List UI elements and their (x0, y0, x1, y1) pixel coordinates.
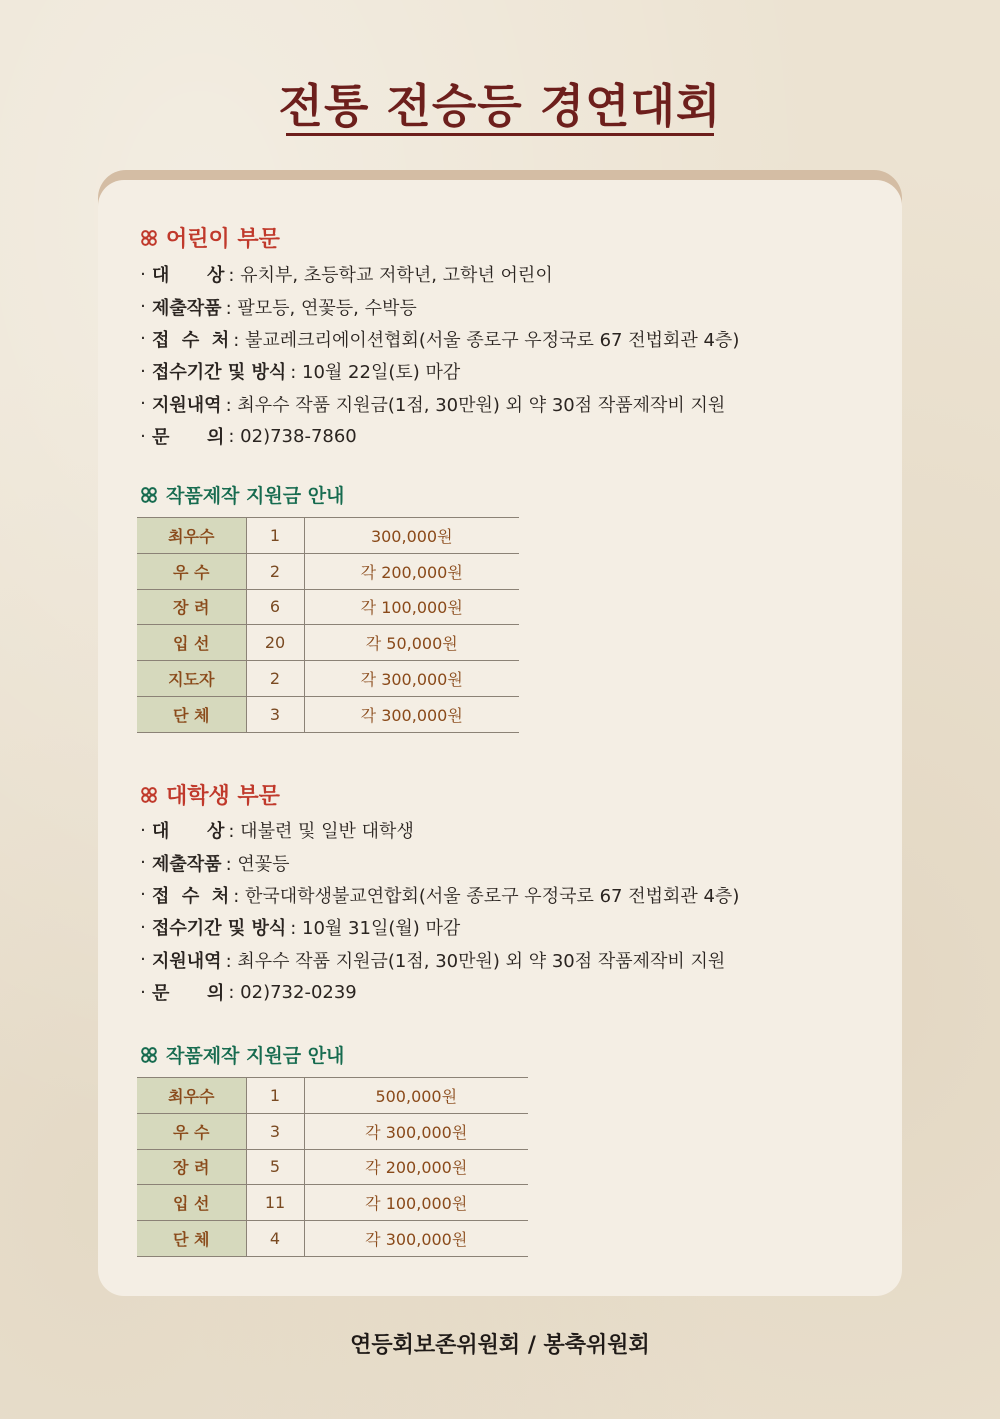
amount-cell: 각 300,000원 (304, 1221, 528, 1257)
table-row (137, 1221, 528, 1257)
page-title: 전통 전승등 경연대회 (278, 79, 722, 133)
table-row (137, 589, 519, 625)
count-cell: 11 (246, 1185, 304, 1221)
info-row-support (136, 944, 836, 976)
info-row-period (136, 911, 836, 943)
award-cell: 장 려 (137, 1149, 246, 1185)
count-cell: 3 (246, 696, 304, 732)
info-row-works (136, 846, 836, 878)
amount-cell: 각 100,000원 (304, 1185, 528, 1221)
info-label: 대 상 (152, 265, 225, 287)
bullet: · (140, 981, 146, 1003)
award-cell: 최우수 (137, 518, 246, 554)
info-label: 제출작품 (152, 297, 222, 319)
bullet: · (140, 328, 146, 350)
info-value: : 대불련 및 일반 대학생 (228, 821, 414, 843)
support-table-university (137, 1077, 528, 1257)
bullet: · (140, 425, 146, 447)
section-heading-label: 대학생 부문 (166, 784, 280, 809)
info-label: 문 의 (152, 427, 225, 449)
knot-icon (140, 229, 158, 247)
amount-cell: 각 200,000원 (304, 1149, 528, 1185)
info-row-reception (136, 879, 836, 911)
bullet: · (140, 852, 146, 874)
info-value: : 유치부, 초등학교 저학년, 고학년 어린이 (228, 265, 553, 287)
info-label: 제출작품 (152, 853, 222, 875)
amount-cell: 각 300,000원 (304, 696, 519, 732)
award-cell: 지도자 (137, 661, 246, 697)
knot-icon (140, 786, 158, 804)
info-list-children (136, 258, 836, 452)
section-heading-children (140, 222, 280, 253)
table-row (137, 661, 519, 697)
info-row-contact (136, 976, 836, 1008)
info-label: 문 의 (152, 983, 225, 1005)
info-label: 접 수 처 (152, 329, 230, 351)
table-row (137, 1113, 528, 1149)
amount-cell: 각 200,000원 (304, 553, 519, 589)
info-value: : 10월 31일(월) 마감 (290, 918, 461, 940)
table-row (137, 696, 519, 732)
info-value: : 연꽃등 (225, 853, 290, 875)
count-cell: 4 (246, 1221, 304, 1257)
support-heading-university (140, 1041, 344, 1068)
table-row (137, 518, 519, 554)
info-list-university (136, 814, 836, 1008)
support-table-children (137, 517, 519, 733)
bullet: · (140, 949, 146, 971)
table-row (137, 1185, 528, 1221)
amount-cell: 각 100,000원 (304, 589, 519, 625)
bullet: · (140, 263, 146, 285)
amount-cell: 500,000원 (304, 1078, 528, 1114)
count-cell: 5 (246, 1149, 304, 1185)
count-cell: 3 (246, 1113, 304, 1149)
info-row-support (136, 388, 836, 420)
info-label: 대 상 (152, 821, 225, 843)
info-value: : 최우수 작품 지원금(1점, 30만원) 외 약 30점 작품제작비 지원 (225, 950, 726, 972)
bullet: · (140, 884, 146, 906)
table-row (137, 1149, 528, 1185)
knot-icon (140, 486, 158, 504)
bullet: · (140, 296, 146, 318)
bullet: · (140, 819, 146, 841)
count-cell: 1 (246, 518, 304, 554)
award-cell: 최우수 (137, 1078, 246, 1114)
award-cell: 입 선 (137, 625, 246, 661)
award-cell: 우 수 (137, 1113, 246, 1149)
knot-icon (140, 1046, 158, 1064)
info-label: 접 수 처 (152, 885, 230, 907)
amount-cell: 각 300,000원 (304, 1113, 528, 1149)
award-cell: 단 체 (137, 1221, 246, 1257)
amount-cell: 각 300,000원 (304, 661, 519, 697)
footer-organizers: 연등회보존위원회 / 봉축위원회 (350, 1333, 650, 1358)
info-row-target (136, 814, 836, 846)
info-label: 접수기간 및 방식 (152, 362, 287, 384)
bullet: · (140, 393, 146, 415)
info-row-works (136, 290, 836, 322)
support-heading-label: 작품제작 지원금 안내 (166, 485, 345, 507)
info-value: : 02)738-7860 (228, 425, 357, 447)
table-row (137, 625, 519, 661)
info-value: : 불교레크리에이션협회(서울 종로구 우정국로 67 전법회관 4층) (233, 329, 740, 351)
info-label: 지원내역 (152, 950, 222, 972)
bullet: · (140, 360, 146, 382)
award-cell: 장 려 (137, 589, 246, 625)
award-cell: 단 체 (137, 696, 246, 732)
info-value: : 팔모등, 연꽃등, 수박등 (225, 297, 417, 319)
award-cell: 입 선 (137, 1185, 246, 1221)
table-row (137, 553, 519, 589)
title-underline (286, 133, 714, 136)
info-row-period (136, 355, 836, 387)
section-heading-university (140, 779, 280, 810)
count-cell: 2 (246, 661, 304, 697)
info-row-contact (136, 420, 836, 452)
section-heading-label: 어린이 부문 (166, 227, 280, 252)
info-value: : 최우수 작품 지원금(1점, 30만원) 외 약 30점 작품제작비 지원 (225, 394, 726, 416)
info-row-reception (136, 323, 836, 355)
count-cell: 20 (246, 625, 304, 661)
info-row-target (136, 258, 836, 290)
support-heading-label: 작품제작 지원금 안내 (166, 1045, 345, 1067)
count-cell: 1 (246, 1078, 304, 1114)
info-value: : 10월 22일(토) 마감 (290, 362, 461, 384)
info-label: 지원내역 (152, 394, 222, 416)
award-cell: 우 수 (137, 553, 246, 589)
bullet: · (140, 916, 146, 938)
info-value: : 한국대학생불교연합회(서울 종로구 우정국로 67 전법회관 4층) (233, 885, 740, 907)
info-label: 접수기간 및 방식 (152, 918, 287, 940)
support-heading-children (140, 481, 344, 508)
count-cell: 6 (246, 589, 304, 625)
amount-cell: 각 50,000원 (304, 625, 519, 661)
count-cell: 2 (246, 553, 304, 589)
info-value: : 02)732-0239 (228, 981, 357, 1003)
table-row (137, 1078, 528, 1114)
amount-cell: 300,000원 (304, 518, 519, 554)
